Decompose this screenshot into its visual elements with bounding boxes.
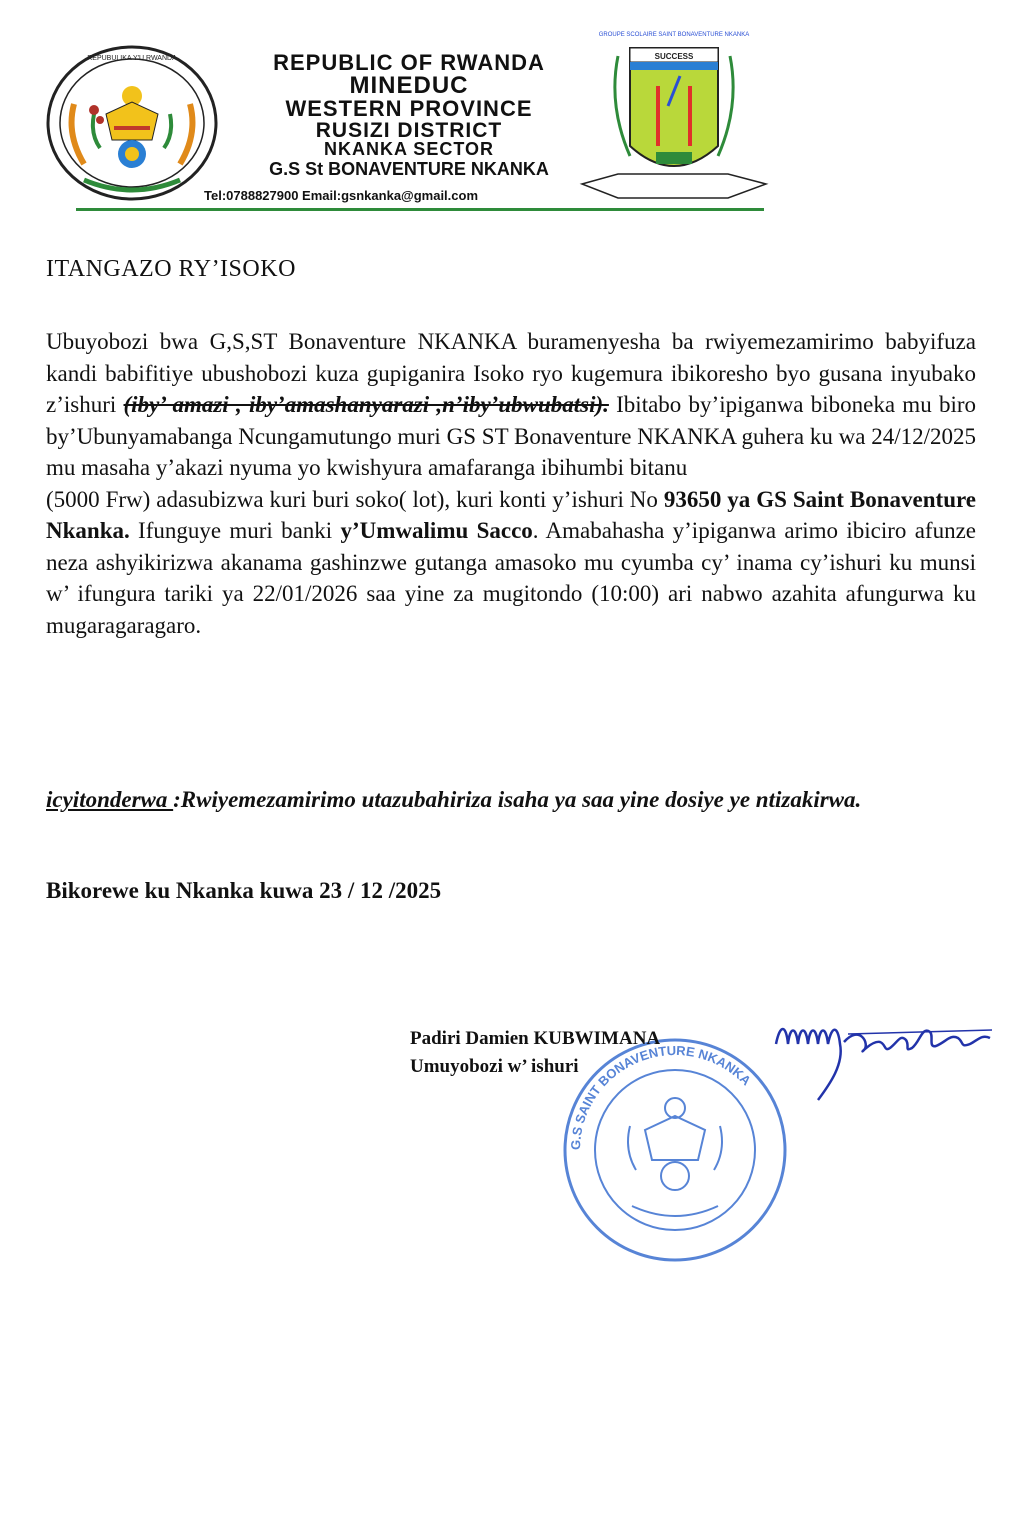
header-province: WESTERN PROVINCE — [285, 96, 533, 121]
announcement-body — [46, 326, 976, 641]
body-account-number: 93650 ya GS Saint Bonaventure Nkanka. — [46, 486, 976, 543]
body-text-1: Ubuyobozi bwa G,S,ST Bonaventure NKANKA buramenyesha ba rwiyemezamirimo babyifuza kandi babifitiye ubushobozi kuza gupiganira Isoko ryo kugemura ibikoresho byo gusana inyubako z’ishuri — [46, 329, 976, 417]
header-district: RUSIZI DISTRICT — [315, 119, 503, 142]
header-contact: Tel:0788827900 Email:gsnkanka@gmail.com — [204, 188, 479, 203]
rwanda-seal-icon — [44, 44, 220, 202]
note-label: icyitonderwa — [46, 787, 174, 812]
body-bank-name: y’Umwalimu Sacco — [340, 518, 533, 543]
header-school: G.S St BONAVENTURE NKANKA — [269, 159, 549, 179]
signed-at-line: Bikorewe ku Nkanka kuwa 23 / 12 /2025 — [46, 878, 442, 903]
signature-icon — [760, 1004, 1000, 1104]
svg-text:GROUPE SCOLAIRE SAINT BONAVENT: GROUPE SCOLAIRE SAINT BONAVENTURE NKANKA — [598, 32, 750, 38]
official-stamp-icon — [560, 1030, 790, 1270]
svg-text:G.S SAINT BONAVENTURE NKANKA: G.S SAINT BONAVENTURE NKANKA — [567, 1042, 754, 1151]
body-items-italic: (iby’ amazi , iby’amashanyarazi ,n’iby’ubwubatsi). — [123, 392, 609, 417]
body-text-3: (5000 Frw) adasubizwa kuri buri soko( lot), kuri konti y’ishuri No — [46, 486, 664, 512]
body-text-4: Ifunguye muri banki — [129, 518, 341, 543]
body-text-5: . Amabahasha y’ipiganwa arimo ibiciro afunze neza ashyikirizwa akanama gashinzwe gutanga amasoko mu cyumba cy’ inama cy’ishuri ku munsi w’ ifungura tariki ya 22/01/2026 saa yine za mugitondo (10:00) ari nabwo azahita afungurwa ku mugaragaragaro. — [46, 518, 976, 638]
signatory-role: Umuyobozi w’ ishuri — [410, 1056, 579, 1077]
header-ministry: MINEDUC — [349, 72, 469, 99]
svg-text:REPUBULIKA Y'U RWANDA: REPUBULIKA Y'U RWANDA — [87, 55, 177, 62]
announcement-title: ITANGAZO RY’ISOKO — [46, 256, 296, 282]
svg-text:SUCCESS: SUCCESS — [654, 52, 694, 61]
body-text-2: Ibitabo by’ipiganwa biboneka mu biro by’Ubunyamabanga Ncungamutungo muri GS ST Bonaventure NKANKA guhera ku wa 24/12/2025 mu masaha y’akazi nyuma yo kwishyura amafaranga ibihumbi bitanu — [46, 392, 976, 480]
announcement-note — [46, 784, 976, 815]
header-republic: REPUBLIC OF RWANDA — [273, 50, 545, 75]
header-sector: NKANKA SECTOR — [323, 139, 494, 159]
note-text: :Rwiyemezamirimo utazubahiriza isaha ya saa yine dosiye ye ntizakirwa. — [173, 787, 862, 812]
signatory-name: Padiri Damien KUBWIMANA — [410, 1028, 661, 1049]
school-crest-icon — [578, 26, 770, 216]
